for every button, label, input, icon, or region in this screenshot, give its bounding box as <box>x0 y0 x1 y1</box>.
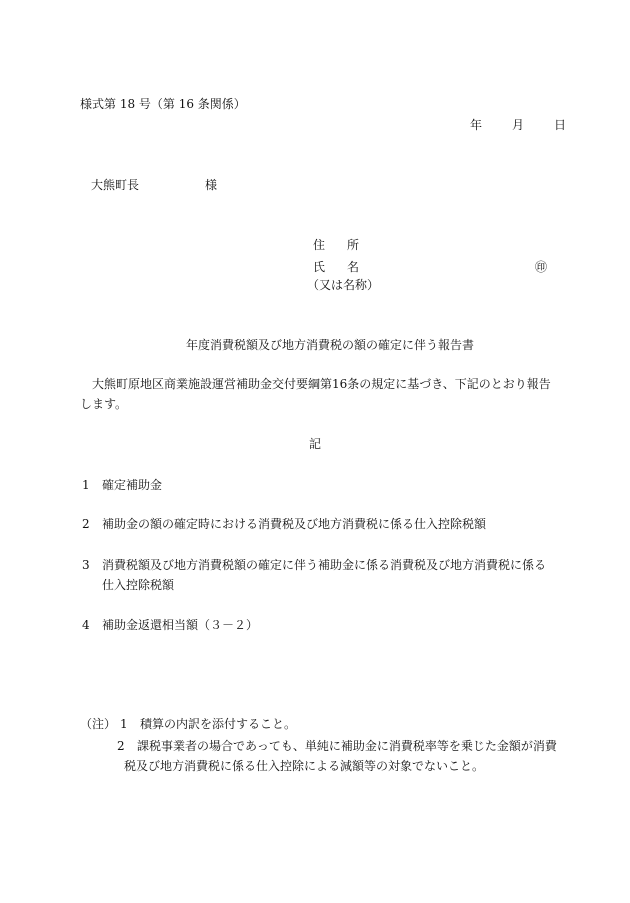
applicant-alt-label: （又は名称） <box>307 278 380 292</box>
date-month: 月 <box>512 118 525 132</box>
addressee-honorific: 様 <box>205 178 218 192</box>
list-item: 1 確定補助金 <box>82 478 163 492</box>
date-day: 日 <box>554 118 567 132</box>
seal-mark: ㊞ <box>535 260 548 274</box>
note-item: 2 課税事業者の場合であっても、単純に補助金に消費税率等を乗じた金額が消費 <box>117 739 557 753</box>
date-year: 年 <box>470 118 483 132</box>
note-item-continuation: 税及び地方消費税に係る仕入控除による減額等の対象でないこと。 <box>124 759 485 773</box>
form-number: 様式第 18 号（第 16 条関係） <box>80 97 246 111</box>
date-line <box>470 117 566 133</box>
applicant-name-label: 氏 名 <box>313 260 360 274</box>
list-item: 3 消費税額及び地方消費税額の確定に伴う補助金に係る消費税及び地方消費税に係る <box>82 558 547 572</box>
list-item-continuation: 仕入控除税額 <box>102 578 175 592</box>
note-label: （注） <box>80 717 117 731</box>
addressee <box>91 177 217 193</box>
applicant-address-label: 住 所 <box>313 238 360 252</box>
note-item: （注） 1 積算の内訳を添付すること。 <box>80 717 297 731</box>
ki-heading: 記 <box>309 437 322 451</box>
list-item: 2 補助金の額の確定時における消費税及び地方消費税に係る仕入控除税額 <box>82 517 487 531</box>
addressee-name: 大熊町長 <box>91 178 140 192</box>
body-text: 大熊町原地区商業施設運営補助金交付要綱第16条の規定に基づき、下記のとおり報告します。 <box>80 377 551 411</box>
document-title: 年度消費税額及び地方消費税の額の確定に伴う報告書 <box>186 338 475 352</box>
list-item: 4 補助金返還相当額（３－２） <box>82 618 259 632</box>
